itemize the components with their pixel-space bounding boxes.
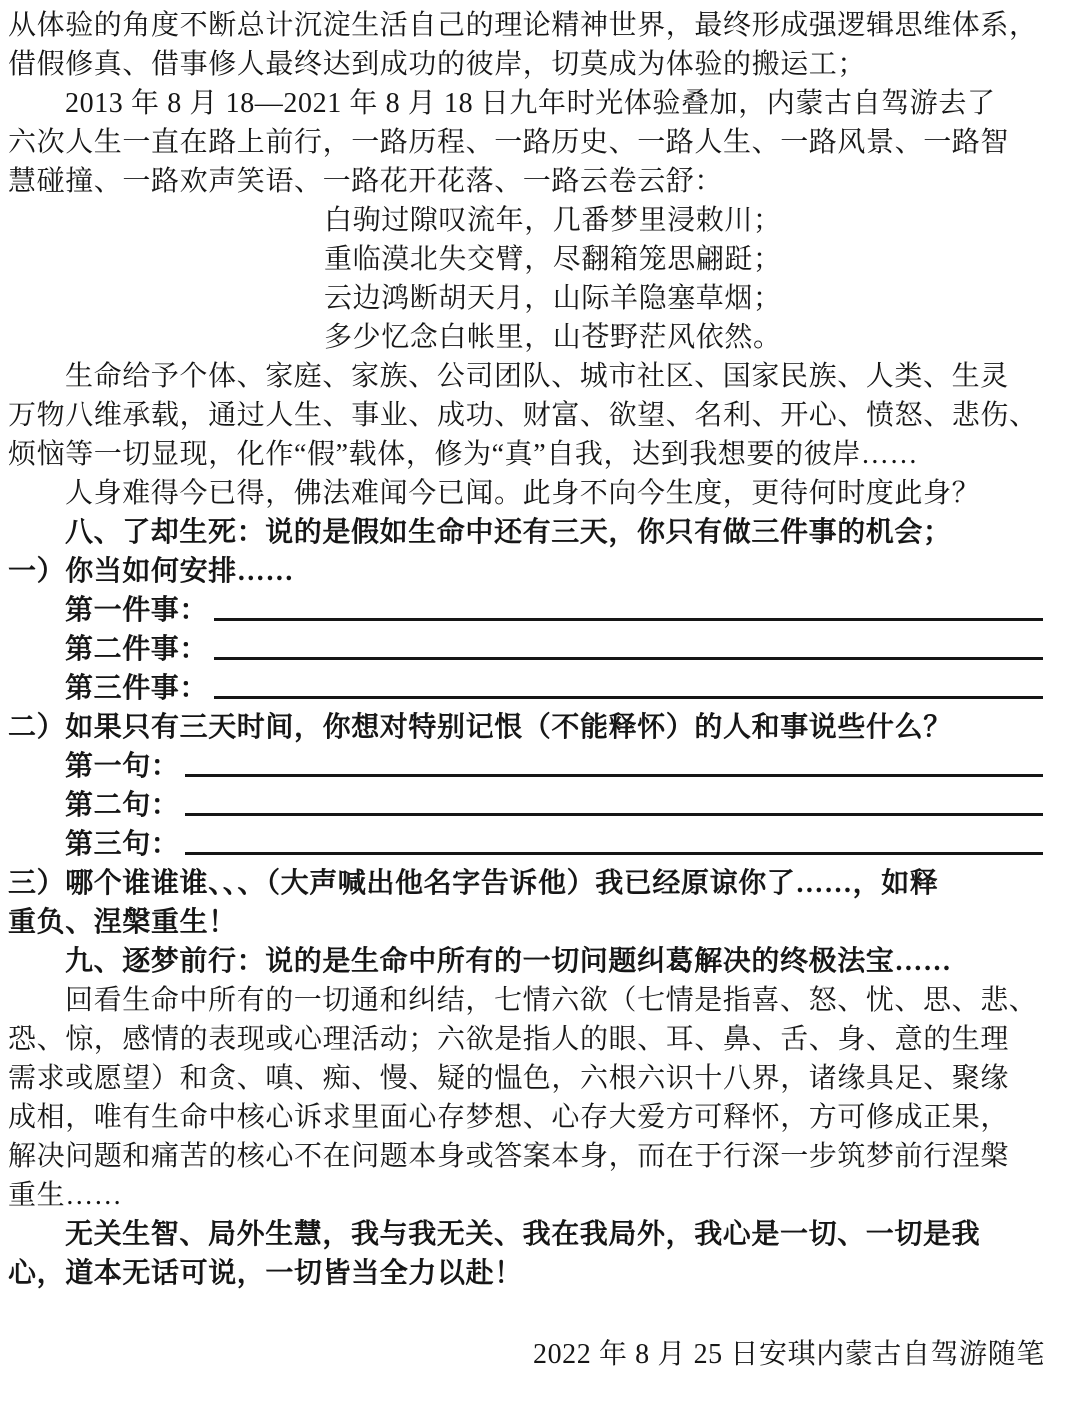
poem-line-3: 云边鸿断胡天月，山际羊隐塞草烟；: [324, 283, 782, 314]
fill-in-line: [185, 852, 1043, 855]
fill-in-line: [214, 696, 1043, 699]
blank-label-thing-1: 第一件事：: [65, 595, 209, 626]
life-line-3: 烦恼等一切显现，化作“假”载体，修为“真”自我，达到我想要的彼岸……: [8, 439, 919, 470]
fill-in-line: [214, 618, 1043, 621]
closing-line-1: 无关生智、局外生慧，我与我无关、我在我局外，我心是一切、一切是我: [65, 1219, 981, 1250]
reflection-line-1: 回看生命中所有的一切通和纠结，七情六欲（七情是指喜、怒、忧、思、悲、: [65, 985, 1038, 1016]
blank-label-sentence-2: 第二句：: [65, 790, 180, 821]
poem-line-4: 多少忆念白帐里，山苍野茫风依然。: [324, 322, 782, 353]
fill-in-row-sentence-3: [8, 825, 1045, 864]
fill-in-line: [214, 657, 1043, 660]
reflection-line-4: 成相，唯有生命中核心诉求里面心存梦想、心存大爱方可释怀，方可修成正果，: [8, 1102, 1010, 1133]
blank-label-thing-2: 第二件事：: [65, 634, 209, 665]
reflection-line-3: 需求或愿望）和贪、嗔、痴、慢、疑的愠色，六根六识十八界，诸缘具足、聚缘: [8, 1063, 1010, 1094]
fill-in-row-thing-2: [8, 630, 1045, 669]
fill-in-row-thing-3: [8, 669, 1045, 708]
fill-in-row-sentence-1: [8, 747, 1045, 786]
dharma-line: 人身难得今已得，佛法难闻今已闻。此身不向今生度，更待何时度此身？: [65, 478, 981, 509]
fill-in-line: [185, 774, 1043, 777]
blank-label-sentence-1: 第一句：: [65, 751, 180, 782]
question-2-heading: 二）如果只有三天时间，你想对特别记恨（不能释怀）的人和事说些什么？: [8, 712, 952, 743]
question-3-line-1: 三）哪个谁谁谁、、、（大声喊出他名字告诉他）我已经原谅你了……，如释: [8, 868, 939, 899]
question-1-heading: 一）你当如何安排……: [8, 556, 295, 587]
fill-in-row-thing-1: [8, 591, 1045, 630]
fill-in-line: [185, 813, 1043, 816]
life-line-2: 万物八维承载，通过人生、事业、成功、财富、欲望、名利、开心、愤怒、悲伤、: [8, 400, 1038, 431]
reflection-line-2: 恐、惊，感情的表现或心理活动；六欲是指人的眼、耳、鼻、舌、身、意的生理: [8, 1024, 1010, 1055]
blank-label-sentence-3: 第三句：: [65, 829, 180, 860]
fill-in-row-sentence-2: [8, 786, 1045, 825]
reflection-line-6: 重生……: [8, 1180, 123, 1211]
poem-line-2: 重临漠北失交臂，尽翻箱笼思翩跹；: [324, 244, 782, 275]
poem-line-1: 白驹过隙叹流年，几番梦里浸敕川；: [324, 205, 782, 236]
journey-line-2: 六次人生一直在路上前行，一路历程、一路历史、一路人生、一路风景、一路智: [8, 127, 1010, 158]
journey-line-1: 2013 年 8 月 18—2021 年 8 月 18 日九年时光体验叠加，内蒙古自驾游去了: [65, 88, 996, 119]
life-line-1: 生命给予个体、家庭、家族、公司团队、城市社区、国家民族、人类、生灵: [65, 361, 1009, 392]
opening-line-2: 借假修真、借事修人最终达到成功的彼岸，切莫成为体验的搬运工；: [8, 49, 867, 80]
opening-line-1: 从体验的角度不断总计沉淀生活自己的理论精神世界，最终形成强逻辑思维体系，: [8, 10, 1038, 41]
reflection-line-5: 解决问题和痛苦的核心不在问题本身或答案本身，而在于行深一步筑梦前行涅槃: [8, 1141, 1010, 1172]
blank-space: [8, 1293, 1045, 1335]
section-8-heading: 八、了却生死：说的是假如生命中还有三天，你只有做三件事的机会；: [65, 517, 952, 548]
blank-label-thing-3: 第三件事：: [65, 673, 209, 704]
journey-line-3: 慧碰撞、一路欢声笑语、一路花开花落、一路云卷云舒：: [8, 166, 724, 197]
section-9-heading: 九、逐梦前行：说的是生命中所有的一切问题纠葛解决的终极法宝……: [65, 946, 952, 977]
closing-line-2: 心，道本无话可说，一切皆当全力以赴！: [8, 1258, 523, 1289]
signature-line: 2022 年 8 月 25 日安琪内蒙古自驾游随笔: [532, 1339, 1045, 1370]
question-3-line-2: 重负、涅槃重生！: [8, 907, 237, 938]
